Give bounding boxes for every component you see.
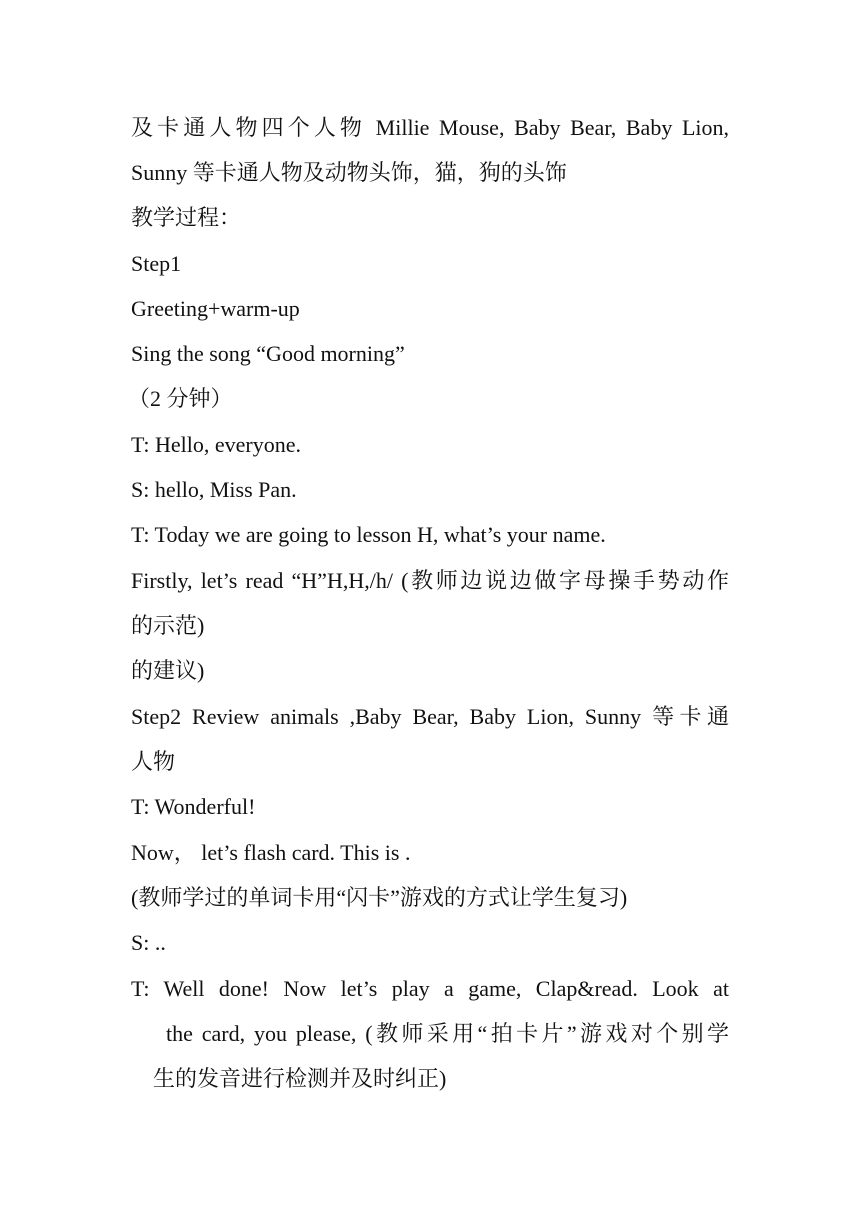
text-line: T: Well done! Now let’s play a game, Clap&read. Look at: [131, 976, 729, 1001]
text-line: Step1: [131, 251, 182, 276]
text-line: Greeting+warm-up: [131, 296, 300, 321]
text-line: the card, you please, (教师采用“拍卡片”游戏对个别学: [166, 1021, 729, 1046]
text-line: 教学过程：: [131, 205, 242, 230]
text-line: 人物: [131, 749, 176, 774]
text-line: 及卡通人物四个人物 Millie Mouse, Baby Bear, Baby Lion,: [131, 115, 729, 140]
text-line: S: hello, Miss Pan.: [131, 477, 297, 502]
text-line: T: Wonderful!: [131, 794, 256, 819]
text-line: Firstly, let’s read “H”H,H,/h/ (教师边说边做字母操手势动作: [131, 568, 729, 593]
text-line: (教师学过的单词卡用“闪卡”游戏的方式让学生复习): [131, 885, 628, 910]
text-line: T: Hello, everyone.: [131, 432, 301, 457]
text-line: 生的发音进行检测并及时纠正): [153, 1066, 447, 1091]
text-line: 的示范): [131, 613, 205, 638]
text-line: 的建议): [131, 658, 205, 683]
text-line: Sing the song “Good morning”: [131, 341, 405, 366]
text-line: S: ..: [131, 930, 166, 955]
text-line: Sunny 等卡通人物及动物头饰，猫，狗的头饰: [131, 160, 567, 185]
text-line: Step2 Review animals ,Baby Bear, Baby Lion, Sunny 等卡通: [131, 704, 729, 729]
text-line: T: Today we are going to lesson H, what’s your name.: [131, 522, 606, 547]
text-line: （2 分钟）: [128, 386, 233, 411]
text-line: Now， let’s flash card. This is .: [131, 840, 411, 865]
